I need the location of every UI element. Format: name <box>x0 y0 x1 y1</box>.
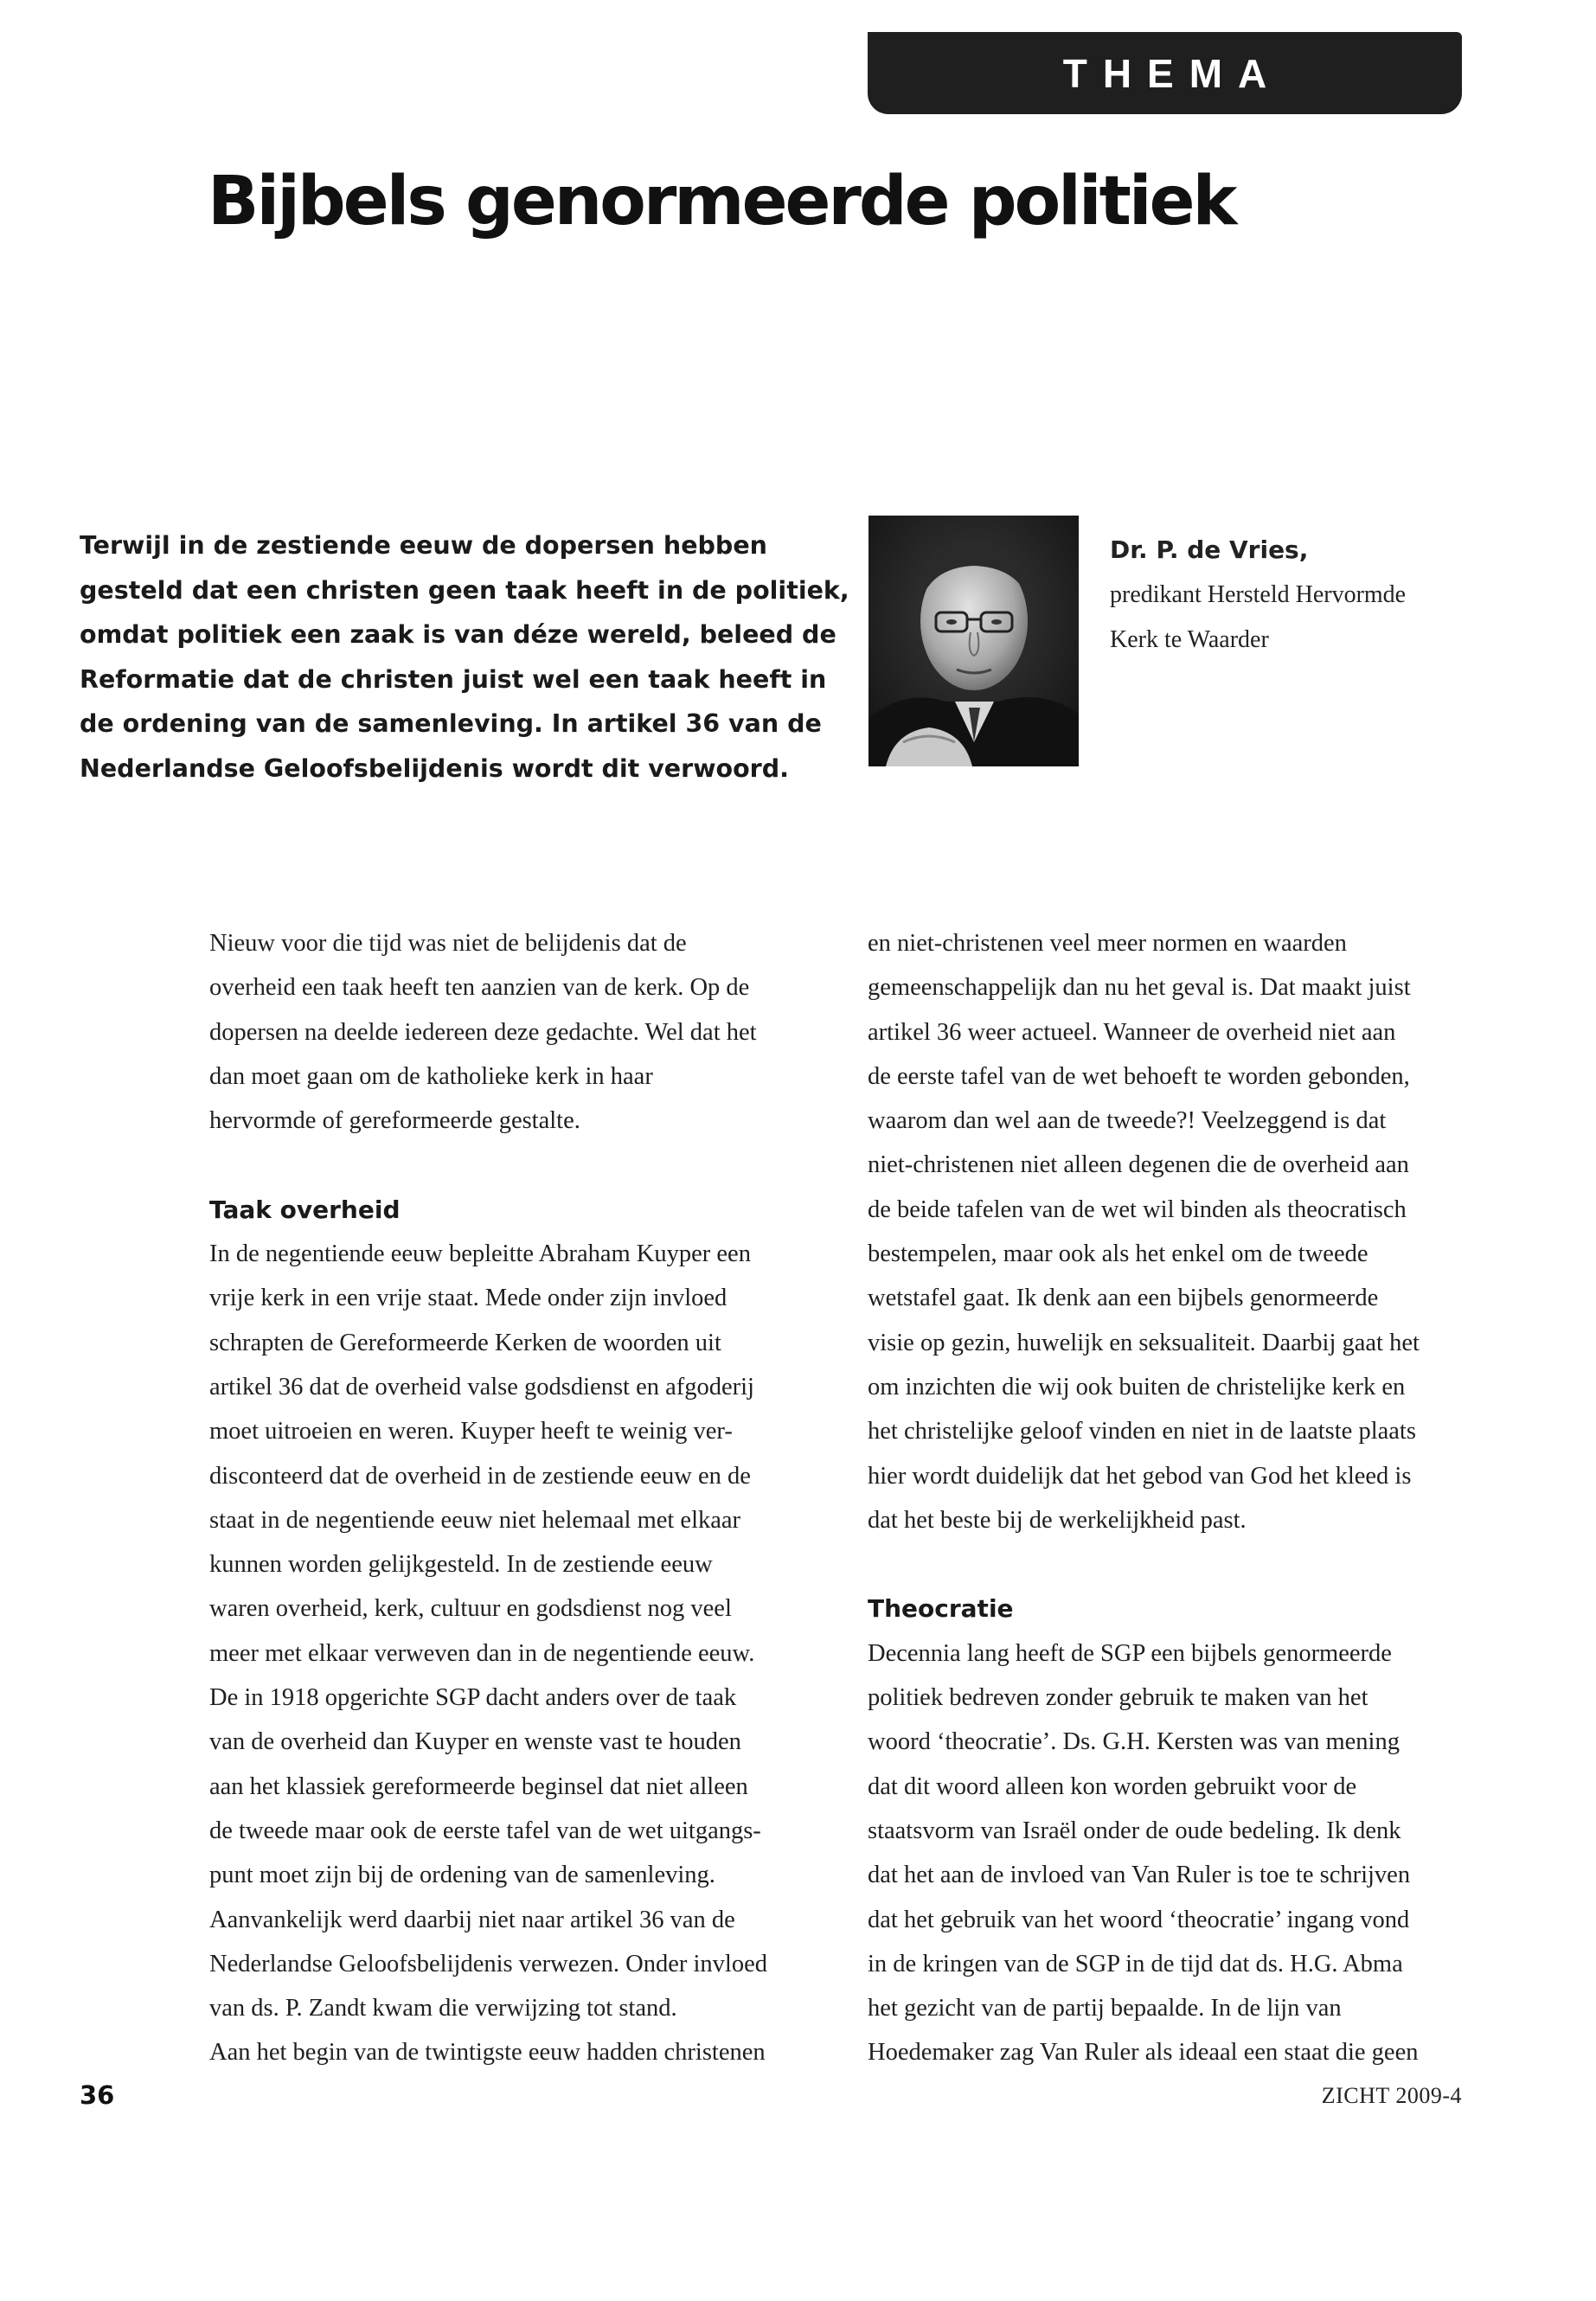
body-line: Nieuw voor die tijd was niet de belijdenis dat de <box>209 930 687 957</box>
author-portrait <box>869 516 1079 766</box>
body-line: gemeenschappelijk dan nu het geval is. Dat maakt juist <box>868 974 1411 1002</box>
author-role-line: predikant Hersteld Hervormde <box>1110 581 1407 608</box>
page-number: 36 <box>80 2080 115 2110</box>
section-tab <box>868 32 1462 114</box>
body-line: schrapten de Gereformeerde Kerken de woorden uit <box>209 1329 721 1356</box>
body-line: dan moet gaan om de katholieke kerk in haar <box>209 1062 653 1090</box>
body-line: staatsvorm van Israël onder de oude bedeling. Ik denk <box>868 1817 1401 1844</box>
intro-line: Reformatie dat de christen juist wel een taak heeft in <box>80 664 827 694</box>
section-heading: Theocratie <box>868 1594 1014 1624</box>
body-line: disconteerd dat de overheid in de zestiende eeuw en de <box>209 1462 751 1490</box>
intro-line: Nederlandse Geloofsbelijdenis wordt dit verwoord. <box>80 753 789 783</box>
body-line: meer met elkaar verweven dan in de negentiende eeuw. <box>209 1639 755 1667</box>
body-line: wetstafel gaat. Ik denk aan een bijbels genormeerde <box>868 1285 1379 1312</box>
body-line: dat dit woord alleen kon worden gebruikt voor de <box>868 1772 1357 1800</box>
body-line: de eerste tafel van de wet behoeft te worden gebonden, <box>868 1062 1410 1090</box>
body-line: bestempelen, maar ook als het enkel om de tweede <box>868 1240 1368 1268</box>
body-line: van ds. P. Zandt kwam die verwijzing tot stand. <box>209 1995 677 2022</box>
body-line: moet uitroeien en weren. Kuyper heeft te weinig ver- <box>209 1418 733 1445</box>
paragraph-gap <box>868 1542 1473 1586</box>
body-line: visie op gezin, huwelijk en seksualiteit. Daarbij gaat het <box>868 1329 1420 1356</box>
body-line: aan het klassiek gereformeerde beginsel dat niet alleen <box>209 1772 748 1800</box>
article-title: Bijbels genormeerde politiek <box>208 163 1235 240</box>
body-line: waarom dan wel aan de tweede?! Veelzeggend is dat <box>868 1107 1387 1135</box>
body-line: in de kringen van de SGP in de tijd dat ds. H.G. Abma <box>868 1950 1403 1977</box>
body-line: Decennia lang heeft de SGP een bijbels genormeerde <box>868 1639 1392 1667</box>
body-column-right <box>868 921 1473 2075</box>
body-line: het gezicht van de partij bepaalde. In de lijn van <box>868 1995 1342 2022</box>
intro-line: de ordening van de samenleving. In artikel 36 van de <box>80 709 822 738</box>
body-line: In de negentiende eeuw bepleitte Abraham Kuyper een <box>209 1240 751 1268</box>
body-line: om inzichten die wij ook buiten de christelijke kerk en <box>868 1373 1406 1400</box>
body-line: artikel 36 dat de overheid valse godsdienst en afgoderij <box>209 1373 754 1400</box>
body-column-left <box>209 921 815 2075</box>
body-line: dat het gebruik van het woord ‘theocratie’ ingang vond <box>868 1906 1410 1933</box>
body-line: punt moet zijn bij de ordening van de samenleving. <box>209 1862 715 1889</box>
body-line: de beide tafelen van de wet wil binden als theocratisch <box>868 1195 1407 1223</box>
body-line: Nederlandse Geloofsbelijdenis verwezen. Onder invloed <box>209 1950 767 1977</box>
paragraph-gap <box>209 1143 815 1187</box>
body-line: overheid een taak heeft ten aanzien van de kerk. Op de <box>209 974 750 1002</box>
body-line: dat het aan de invloed van Van Ruler is toe te schrijven <box>868 1862 1411 1889</box>
body-line: van de overheid dan Kuyper en wenste vast te houden <box>209 1728 741 1756</box>
body-line: politiek bedreven zonder gebruik te maken van het <box>868 1684 1368 1712</box>
body-line: en niet-christenen veel meer normen en waarden <box>868 930 1347 957</box>
section-label: THEMA <box>1062 50 1283 96</box>
body-line: het christelijke geloof vinden en niet in de laatste plaats <box>868 1418 1416 1445</box>
author-role-line: Kerk te Waarder <box>1110 626 1269 653</box>
body-line: niet-christenen niet alleen degenen die de overheid aan <box>868 1151 1409 1179</box>
author-info <box>1110 528 1406 663</box>
body-line: Hoedemaker zag Van Ruler als ideaal een staat die geen <box>868 2039 1419 2067</box>
body-line: kunnen worden gelijkgesteld. In de zestiende eeuw <box>209 1551 713 1579</box>
body-line: Aanvankelijk werd daarbij niet naar artikel 36 van de <box>209 1906 735 1933</box>
body-line: dat het beste bij de werkelijkheid past. <box>868 1506 1247 1534</box>
section-heading: Taak overheid <box>209 1195 401 1224</box>
body-line: waren overheid, kerk, cultuur en godsdienst nog veel <box>209 1595 732 1623</box>
intro-paragraph <box>80 523 849 791</box>
author-name: Dr. P. de Vries, <box>1110 535 1309 564</box>
body-line: woord ‘theocratie’. Ds. G.H. Kersten was van mening <box>868 1728 1400 1756</box>
issue-label: ZICHT 2009-4 <box>1321 2083 1462 2108</box>
body-line: de tweede maar ook de eerste tafel van de wet uitgangs- <box>209 1817 761 1844</box>
body-line: vrije kerk in een vrije staat. Mede onder zijn invloed <box>209 1285 727 1312</box>
body-line: staat in de negentiende eeuw niet helemaal met elkaar <box>209 1506 741 1534</box>
body-line: hervormde of gereformeerde gestalte. <box>209 1107 580 1135</box>
intro-line: Terwijl in de zestiende eeuw de dopersen hebben <box>80 531 767 560</box>
intro-line: gesteld dat een christen geen taak heeft in de politiek, <box>80 575 849 605</box>
body-line: dopersen na deelde iedereen deze gedachte. Wel dat het <box>209 1018 757 1046</box>
body-line: Aan het begin van de twintigste eeuw hadden christenen <box>209 2039 766 2067</box>
body-line: hier wordt duidelijk dat het gebod van God het kleed is <box>868 1462 1412 1490</box>
body-line: De in 1918 opgerichte SGP dacht anders over de taak <box>209 1684 737 1712</box>
intro-line: omdat politiek een zaak is van déze wereld, beleed de <box>80 620 836 649</box>
body-line: artikel 36 weer actueel. Wanneer de overheid niet aan <box>868 1018 1396 1046</box>
